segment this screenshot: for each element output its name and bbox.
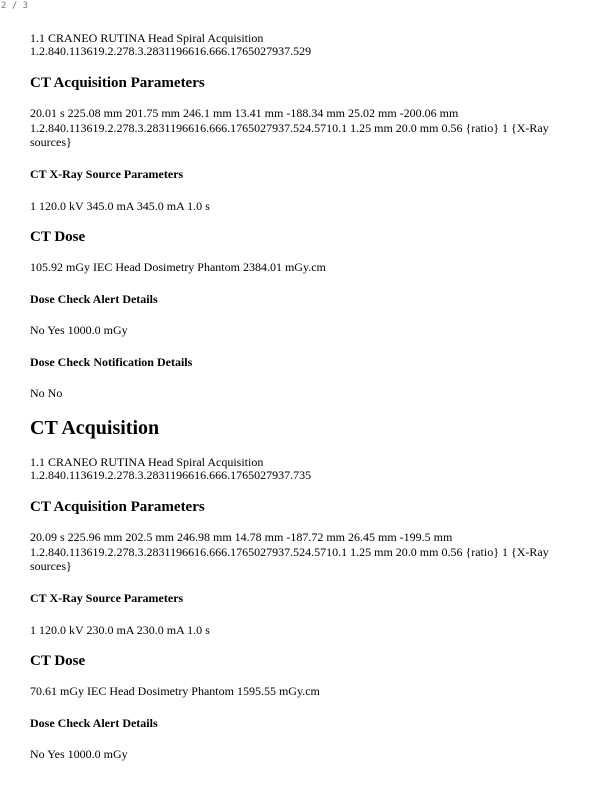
- series-uid: 1.2.840.113619.2.278.3.2831196616.666.1765027937.529: [30, 44, 312, 58]
- acquisition-parameters-text: 20.09 s 225.96 mm 202.5 mm 246.98 mm 14.78 mm -187.72 mm 26.45 mm -199.5 mm 1.2.840.113619.2.278.3.2831196616.666.1765027937.524.5710.1 1.25 mm 20.0 mm 0.56 {ratio} 1 {X-Ray sources}: [30, 530, 549, 573]
- ct-dose-text: 105.92 mGy IEC Head Dosimetry Phantom 2384.01 mGy.cm: [30, 260, 326, 274]
- xray-source-heading: CT X-Ray Source Parameters: [30, 167, 184, 181]
- ct-dose-heading: CT Dose: [30, 653, 86, 669]
- xray-source-text: 1 120.0 kV 345.0 mA 345.0 mA 1.0 s: [30, 199, 210, 213]
- acquisition-parameters-heading: CT Acquisition Parameters: [30, 499, 205, 515]
- series-description: 1.1 CRANEO RUTINA Head Spiral Acquisition: [30, 31, 264, 45]
- dose-check-alert-text: No Yes 1000.0 mGy: [30, 747, 128, 761]
- series-uid: 1.2.840.113619.2.278.3.2831196616.666.1765027937.735: [30, 468, 312, 482]
- dose-check-alert-heading: Dose Check Alert Details: [30, 292, 158, 306]
- dose-check-notification-heading: Dose Check Notification Details: [30, 355, 193, 369]
- xray-source-text: 1 120.0 kV 230.0 mA 230.0 mA 1.0 s: [30, 623, 210, 637]
- page-indicator: 2 / 3: [1, 1, 29, 11]
- ct-acquisition-heading: CT Acquisition: [30, 417, 160, 439]
- acquisition-parameters-text: 20.01 s 225.08 mm 201.75 mm 246.1 mm 13.41 mm -188.34 mm 25.02 mm -200.06 mm 1.2.840.113619.2.278.3.2831196616.666.1765027937.524.5710.1 1.25 mm 20.0 mm 0.56 {ratio} 1 {X-Ray sources}: [30, 106, 549, 149]
- acquisition-parameters-heading: CT Acquisition Parameters: [30, 75, 205, 91]
- dose-check-alert-heading: Dose Check Alert Details: [30, 716, 158, 730]
- series-description: 1.1 CRANEO RUTINA Head Spiral Acquisition: [30, 455, 264, 469]
- ct-dose-text: 70.61 mGy IEC Head Dosimetry Phantom 1595.55 mGy.cm: [30, 684, 320, 698]
- dose-check-alert-text: No Yes 1000.0 mGy: [30, 323, 128, 337]
- xray-source-heading: CT X-Ray Source Parameters: [30, 591, 184, 605]
- ct-dose-heading: CT Dose: [30, 229, 86, 245]
- dose-check-notification-text: No No: [30, 386, 63, 400]
